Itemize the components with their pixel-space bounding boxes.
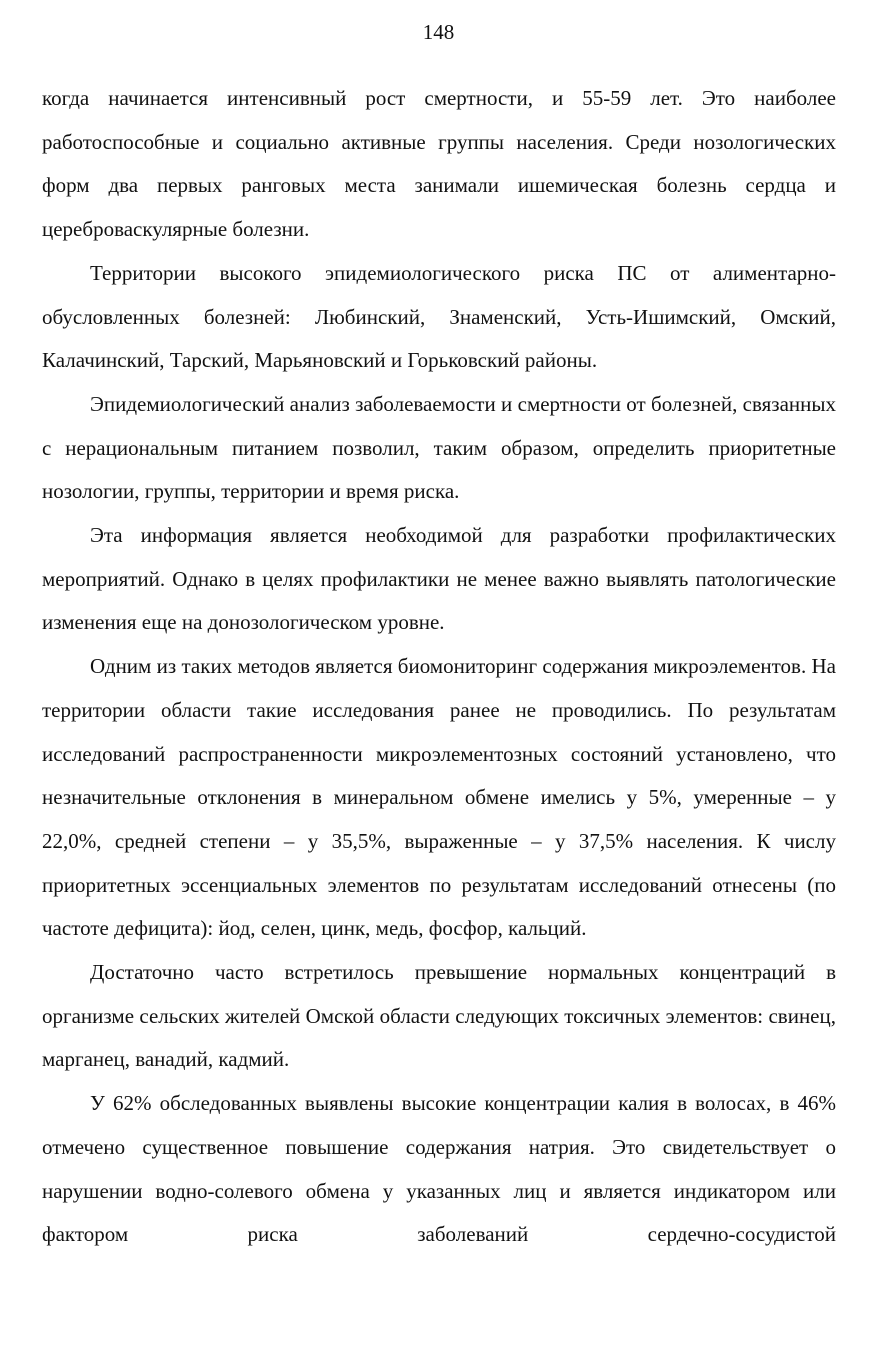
body-text [42,77,836,1257]
paragraph-continuation: когда начинается интенсивный рост смертности, и 55-59 лет. Это наиболее работоспособные и социально активные группы населения. Среди нозологических форм два первых ранговых места занимали ишемическая болезнь сердца и цереброваскулярные болезни. [42,86,836,242]
paragraph-potassium-sodium: У 62% обследованных выявлены высокие концентрации калия в волосах, в 46% отмечено существенное повышение содержания натрия. Это свидетельствует о нарушении водно-солевого обмена у указанных лиц и является индикатором или фактором риска заболеваний сердечно-сосудистой [42,1091,836,1247]
paragraph-toxic-elements: Достаточно часто встретилось превышение нормальных концентраций в организме сельских жителей Омской области следующих токсичных элементов: свинец, марганец, ванадий, кадмий. [42,960,836,1072]
paragraph-prevention-information: Эта информация является необходимой для разработки профилактических мероприятий. Однако в целях профилактики не менее важно выявлять патологические изменения еще на донозологическом уровне. [42,523,836,635]
paragraph-epidemiological-analysis: Эпидемиологический анализ заболеваемости и смертности от болезней, связанных с нерациональным питанием позволил, таким образом, определить приоритетные нозологии, группы, территории и время риска. [42,391,836,504]
paragraph-biomonitoring: Одним из таких методов является биомониторинг содержания микроэлементов. На территории области такие исследования ранее не проводились. По результатам исследований распространенности микроэлементозных состояний установлено, что незначительные отклонения в минеральном обмене имелись у 5%, умеренные – у 22,0%, средней степени – у 35,5%, выраженные – у 37,5% населения. К числу приоритетных эссенциальных элементов по результатам исследований отнесены (по частоте дефицита): йод, селен, цинк, медь, фосфор, кальций. [42,654,836,941]
paragraph-risk-territories: Территории высокого эпидемиологического риска ПС от алиментарно-обусловленных болезней: Любинский, Знаменский, Усть-Ишимский, Омский, Калачинский, Тарский, Марьяновский и Горьковский районы. [42,260,836,373]
page-number: 148 [422,20,455,44]
